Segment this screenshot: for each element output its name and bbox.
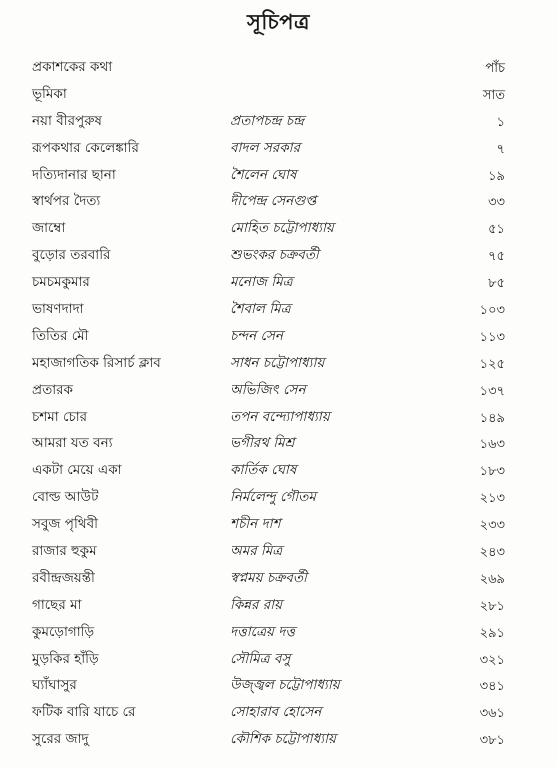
entry-author: শৈলেন ঘোষ	[230, 166, 297, 183]
entry-author: তপন বন্দ্যোপাধ্যায়	[230, 408, 330, 425]
entry-title: প্রকাশকের কথা	[32, 59, 113, 75]
entry-author: শচীন দাশ	[230, 516, 281, 533]
toc-entry	[0, 83, 557, 110]
entry-author: নির্মলেন্দু গৌতম	[230, 489, 316, 506]
entry-page-number: ১১৩	[479, 329, 505, 345]
entry-title: ঘ্যাঁঘাসুর	[32, 677, 77, 694]
entry-page-number: ৮৫	[488, 276, 505, 292]
entry-title: চশমা চোর	[32, 408, 88, 425]
toc-entry	[0, 513, 557, 540]
entry-author: ভগীরথ মিশ্র	[230, 435, 295, 452]
entry-author: শৈবাল মিত্র	[230, 301, 291, 318]
entry-page-number: ১৬৩	[479, 437, 505, 453]
toc-entry	[0, 164, 557, 191]
entry-page-number: ১৮৩	[479, 464, 505, 480]
entry-author: শুভংকর চক্রবর্তী	[230, 247, 319, 264]
entry-page-number: ২১৩	[479, 491, 505, 507]
entry-title: স্বার্থপর দৈত্য	[32, 193, 101, 210]
entry-author: বাদল সরকার	[230, 139, 301, 156]
entry-title: ভাষণদাদা	[32, 301, 84, 318]
entry-page-number: ৭৫	[488, 249, 505, 265]
entry-title: সুরের জাদু	[32, 731, 89, 748]
entry-title: আমরা যত বন্য	[32, 435, 113, 452]
table-of-contents	[0, 56, 557, 755]
entry-author: দত্তাত্রেয় দত্ত	[230, 623, 295, 640]
entry-page-number: ২৮১	[479, 598, 505, 614]
entry-author: অমর মিত্র	[230, 543, 283, 560]
toc-entry	[0, 406, 557, 433]
entry-page-number: ১৩৭	[479, 383, 505, 399]
toc-entry	[0, 674, 557, 701]
entry-title: মুড়কির হাঁড়ি	[32, 650, 99, 667]
entry-page-number: সাত	[482, 87, 505, 103]
toc-entry	[0, 217, 557, 244]
entry-title: জাম্বো	[32, 220, 66, 237]
toc-entry	[0, 56, 557, 83]
entry-page-number: ১০৩	[479, 303, 505, 319]
entry-author: প্রতাপচন্দ্র চন্দ্র	[230, 112, 304, 129]
entry-title: বোল্ড আউট	[32, 489, 99, 506]
toc-entry	[0, 701, 557, 728]
entry-page-number: ৩২১	[479, 652, 505, 668]
entry-title: ফটিক বারি যাচে রে	[32, 704, 136, 721]
toc-entry	[0, 648, 557, 675]
entry-title: কুমড়োগাড়ি	[32, 623, 95, 640]
entry-title: ভূমিকা	[32, 85, 67, 102]
entry-author: মোহিত চট্টোপাধ্যায়	[230, 220, 334, 237]
entry-page-number: ১৯	[488, 168, 505, 184]
entry-title: তিতির মৌ	[32, 327, 89, 344]
entry-page-number: ৭	[496, 141, 505, 157]
entry-title: রবীন্দ্রজয়ন্তী	[32, 569, 95, 586]
entry-page-number: ৩৪১	[479, 679, 505, 695]
entry-author: সৌমিত্র বসু	[230, 650, 291, 667]
entry-author: সাধন চট্টোপাধ্যায়	[230, 354, 325, 371]
entry-title: নয়া বীরপুরুষ	[32, 112, 102, 129]
toc-entry	[0, 298, 557, 325]
entry-author: মনোজ মিত্র	[230, 274, 293, 291]
toc-entry	[0, 594, 557, 621]
entry-author: কার্তিক ঘোষ	[230, 462, 297, 479]
entry-title: দত্যিদানার ছানা	[32, 166, 116, 183]
entry-author: দীপেন্দ্র সেনগুপ্ত	[230, 193, 317, 210]
toc-entry	[0, 567, 557, 594]
entry-title: গাছের মা	[32, 596, 82, 613]
entry-title: একটা মেয়ে একা	[32, 462, 122, 479]
entry-author: সোহারাব হোসেন	[230, 704, 322, 721]
entry-page-number: ২৩৩	[479, 518, 505, 534]
toc-entry	[0, 621, 557, 648]
entry-page-number: ২৯১	[479, 625, 505, 641]
toc-entry	[0, 325, 557, 352]
toc-entry	[0, 540, 557, 567]
entry-author: কৌশিক চট্টোপাধ্যায়	[230, 731, 336, 748]
entry-author: অভিজিৎ সেন	[230, 381, 306, 398]
toc-entry	[0, 110, 557, 137]
entry-author: চন্দন সেন	[230, 327, 283, 344]
entry-page-number: ৩৩	[488, 195, 505, 211]
entry-page-number: ৩৬১	[479, 706, 505, 722]
entry-title: রূপকথার কেলেঙ্কারি	[32, 139, 139, 156]
entry-page-number: ১	[496, 114, 505, 130]
entry-title: সবুজ পৃথিবী	[32, 516, 98, 533]
entry-page-number: ১২৫	[479, 356, 505, 372]
entry-title: বুড়োর তরবারি	[32, 247, 111, 264]
entry-title: মহাজাগতিক রিসার্চ ক্লাব	[32, 354, 161, 371]
entry-author: স্বপ্নময় চক্রবর্তী	[230, 569, 307, 586]
entry-page-number: ২৬৯	[479, 571, 505, 587]
entry-title: প্রতারক	[32, 381, 73, 398]
toc-entry	[0, 379, 557, 406]
toc-entry	[0, 728, 557, 755]
entry-page-number: ২৪৩	[479, 545, 505, 561]
toc-entry	[0, 244, 557, 271]
entry-page-number: পাঁচ	[485, 61, 505, 76]
toc-entry	[0, 432, 557, 459]
entry-page-number: ৫১	[488, 222, 505, 238]
entry-title: রাজার হুকুম	[32, 543, 97, 560]
page-title: সূচিপত্র	[247, 10, 310, 34]
entry-author: উজ্জ্বল চট্টোপাধ্যায়	[230, 677, 340, 694]
toc-entry	[0, 459, 557, 486]
entry-title: চমচমকুমার	[32, 274, 90, 291]
toc-entry	[0, 352, 557, 379]
entry-page-number: ৩৮১	[479, 733, 505, 749]
toc-entry	[0, 271, 557, 298]
toc-entry	[0, 486, 557, 513]
toc-entry	[0, 137, 557, 164]
entry-author: কিন্নর রায়	[230, 596, 283, 613]
entry-page-number: ১৪৯	[479, 410, 505, 426]
toc-entry	[0, 190, 557, 217]
